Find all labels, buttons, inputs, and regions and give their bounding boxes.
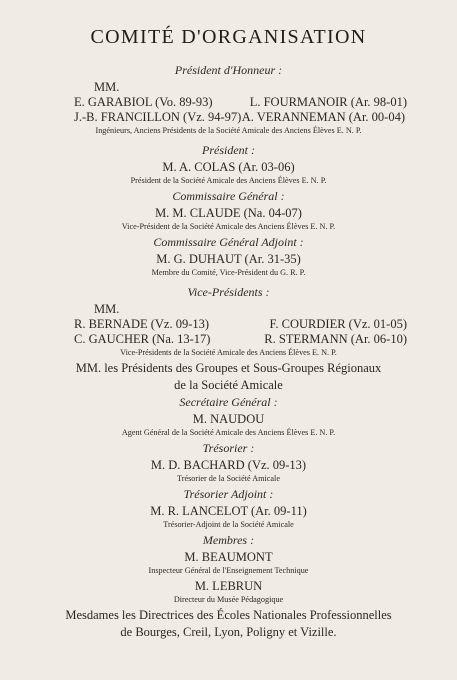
secretaire-heading: Secrétaire Général : [179, 395, 278, 409]
commissaire-adjoint-note: Membre du Comité, Vice-Président du G. R. P. [151, 268, 306, 277]
commissaire-heading: Commissaire Général : [172, 189, 285, 203]
page-title: COMITÉ D'ORGANISATION [90, 26, 367, 48]
vice-note: Vice-Présidents de la Société Amicale des Anciens Élèves E. N. P. [120, 348, 337, 357]
president-section [26, 143, 431, 186]
membre-lebrun-name: M. LEBRUN [194, 579, 263, 593]
honor-row-2 [26, 110, 431, 125]
tresorier-adjoint-note: Trésorier-Adjoint de la Société Amicale [163, 520, 294, 529]
membre-beaumont-note: Inspecteur Général de l'Enseignement Technique [148, 566, 309, 575]
honor-row-1 [26, 95, 431, 110]
membres-section [26, 533, 431, 640]
commissaire-name: M. M. CLAUDE (Na. 04-07) [155, 206, 302, 220]
commissaire-adjoint-heading: Commissaire Général Adjoint : [153, 235, 304, 249]
tresorier-heading: Trésorier : [202, 441, 255, 455]
membres-heading: Membres : [202, 533, 255, 547]
honor-mm: MM. [94, 80, 120, 94]
vice-groups-line-2: de la Société Amicale [174, 378, 283, 392]
tresorier-name: M. D. BACHARD (Vz. 09-13) [150, 458, 307, 472]
vice-member-stermann: R. STERMANN (Ar. 06-10) [264, 332, 407, 346]
vice-groups-line-1: MM. les Présidents des Groupes et Sous-Groupes Régionaux [75, 361, 382, 375]
tresorier-adjoint-name: M. R. LANCELOT (Ar. 09-11) [150, 504, 307, 518]
tresorier-note: Trésorier de la Société Amicale [177, 474, 280, 483]
vice-member-courdier: F. COURDIER (Vz. 01-05) [269, 317, 407, 331]
vice-mm: MM. [94, 302, 120, 316]
membre-lebrun-note: Directeur du Musée Pédagogique [173, 595, 284, 604]
honor-section [26, 63, 431, 136]
honor-note: Ingénieurs, Anciens Présidents de la Société Amicale des Anciens Élèves E. N. P. [95, 126, 362, 135]
tresorier-adjoint-heading: Trésorier Adjoint : [183, 487, 274, 501]
vice-row-2 [26, 332, 431, 347]
honor-member-francillon: J.-B. FRANCILLON (Vz. 94-97) [74, 110, 242, 124]
commissaire-section [26, 189, 431, 232]
commissaire-adjoint-section [26, 235, 431, 278]
vice-member-gaucher: C. GAUCHER (Na. 13-17) [74, 332, 211, 346]
closing-line-1: Mesdames les Directrices des Écoles Nationales Professionnelles [65, 608, 392, 622]
honor-member-fourmanoir: L. FOURMANOIR (Ar. 98-01) [249, 95, 407, 109]
closing-line-2: de Bourges, Creil, Lyon, Poligny et Vizille. [120, 625, 337, 639]
secretaire-note: Agent Général de la Société Amicale des Anciens Élèves E. N. P. [121, 428, 336, 437]
vice-row-1 [26, 317, 431, 332]
secretaire-section [26, 395, 431, 438]
membre-beaumont-name: M. BEAUMONT [184, 550, 273, 564]
tresorier-section [26, 441, 431, 484]
vice-heading: Vice-Présidents : [187, 285, 270, 299]
secretaire-name: M. NAUDOU [192, 412, 265, 426]
president-note: Président de la Société Amicale des Anciens Élèves E. N. P. [130, 176, 327, 185]
president-heading: Président : [202, 143, 255, 157]
vice-section [26, 285, 431, 393]
commissaire-note: Vice-Président de la Société Amicale des Anciens Élèves E. N. P. [121, 222, 336, 231]
honor-heading: Président d'Honneur : [174, 63, 283, 77]
tresorier-adjoint-section [26, 487, 431, 530]
honor-member-garabiol: E. GARABIOL (Vo. 89-93) [74, 95, 213, 109]
president-name: M. A. COLAS (Ar. 03-06) [162, 160, 295, 174]
honor-member-veranneman: A. VERANNEMAN (Ar. 00-04) [241, 110, 405, 124]
commissaire-adjoint-name: M. G. DUHAUT (Ar. 31-35) [156, 252, 301, 266]
vice-member-bernade: R. BERNADE (Vz. 09-13) [74, 317, 210, 331]
